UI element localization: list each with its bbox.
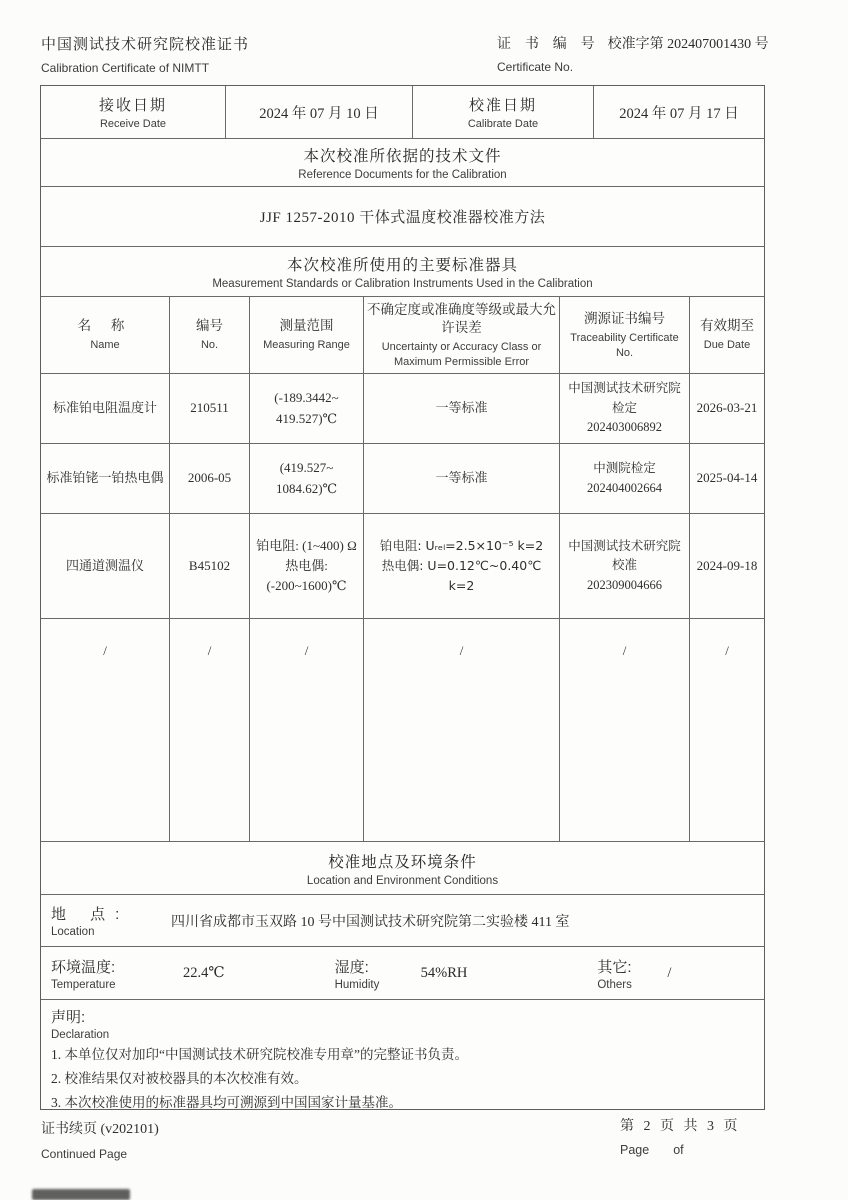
cell-traceability [559, 514, 689, 618]
temperature-label-block [41, 956, 169, 991]
cell-traceability [559, 444, 689, 513]
due-date: 2025-04-14 [696, 470, 758, 486]
cell-due [689, 374, 764, 443]
standards-row-2 [41, 443, 764, 513]
instrument-no: 2006-05 [187, 470, 232, 486]
trace-line: 202404002664 [587, 480, 662, 495]
declaration-section [41, 999, 764, 1109]
reference-title-en: Reference Documents for the Calibration [298, 169, 507, 181]
col-header-range-zh: 测量范围 [279, 318, 334, 334]
declaration-item-2: 2. 校准结果仅对被校器具的本次校准有效。 [51, 1070, 308, 1086]
location-title-en: Location and Environment Conditions [306, 874, 499, 887]
calibrate-date-value: 2024 年 07 月 17 日 [593, 86, 764, 138]
others-label-zh: 其它: [597, 958, 632, 976]
trace-line: 202403006892 [587, 420, 662, 435]
col-header-uncertainty [363, 297, 559, 373]
receive-date-label-en: Receive Date [99, 118, 167, 130]
location-value: 四川省成都市玉双路 10 号中国测试技术研究院第二实验楼 411 室 [171, 914, 570, 930]
range-line: (419.527~ [279, 460, 334, 476]
certificate-number-label-en: Certificate No. [497, 60, 574, 74]
location-label-en: Location [51, 926, 95, 938]
reference-section-title [41, 138, 764, 186]
declaration-item-3: 3. 本次校准使用的标准器具均可溯源到中国国家计量基准。 [51, 1094, 402, 1110]
instrument-name: 标准铂电阻温度计 [52, 400, 157, 416]
instrument-name: / [103, 643, 107, 658]
declaration-title-en: Declaration [51, 1029, 110, 1041]
others-value: / [667, 964, 672, 981]
environment-row [41, 946, 764, 999]
instrument-name: 四通道测温仪 [65, 557, 144, 573]
humidity-value: 54%RH [420, 964, 468, 981]
standards-section-title [41, 246, 764, 296]
range-line: 热电偶: (-200~1600)℃ [266, 557, 347, 594]
location-label-zh: 地 点: [51, 906, 130, 923]
calibrate-date-label-zh: 校准日期 [468, 97, 537, 114]
cell-no [169, 374, 249, 443]
location-label-block [41, 903, 163, 938]
cell-no [169, 514, 249, 618]
cell-range [249, 514, 363, 618]
others-label-en: Others [597, 978, 632, 991]
due-date: 2026-03-21 [696, 400, 758, 416]
location-section-title [41, 841, 764, 894]
instrument-name: 标准铂铑一铂热电偶 [46, 470, 164, 486]
temperature-group [41, 956, 225, 991]
footer-page-en [620, 1143, 741, 1157]
receive-date-value: 2024 年 07 月 10 日 [225, 86, 412, 138]
cell-traceability [559, 374, 689, 443]
temperature-value: 22.4℃ [183, 964, 225, 981]
instrument-no: 210511 [190, 400, 229, 416]
uncertainty-line: / [459, 643, 464, 658]
cell-name [41, 619, 169, 841]
calibrate-date-label-cell [412, 86, 593, 138]
cell-traceability [559, 619, 689, 841]
col-header-due-zh: 有效期至 [700, 318, 754, 334]
cell-due [689, 514, 764, 618]
trace-line: 中国测试技术研究院校准 [568, 538, 681, 573]
location-title-zh: 校准地点及环境条件 [328, 853, 477, 871]
certificate-number-label-zh: 证 书 编 号 [497, 35, 600, 51]
col-header-no-zh: 编号 [196, 318, 223, 334]
location-row [41, 894, 764, 946]
receive-date-label-zh: 接收日期 [98, 97, 167, 114]
others-label-block [587, 956, 653, 991]
footer-left-en: Continued Page [41, 1147, 128, 1161]
declaration-item-1: 1. 本单位仅对加印“中国测试技术研究院校准专用章”的完整证书负责。 [51, 1047, 468, 1062]
cell-name [41, 374, 169, 443]
certificate-body [40, 85, 765, 1110]
uncertainty-line: 一等标准 [435, 470, 488, 486]
footer-page-number [620, 1115, 741, 1157]
range-line: / [304, 643, 309, 658]
cell-due [689, 619, 764, 841]
range-line: (-189.3442~ [274, 390, 339, 406]
col-header-traceability-en: Traceability Certificate No. [570, 332, 679, 359]
standards-row-3 [41, 513, 764, 618]
range-line: 铂电阻: (1~400) Ω [256, 537, 357, 553]
trace-line: 中测院检定 [593, 461, 656, 476]
due-date: / [725, 643, 729, 658]
footer-continued-page [41, 1118, 159, 1161]
humidity-label-zh: 湿度: [334, 958, 369, 976]
cell-no [169, 619, 249, 841]
col-header-traceability-zh: 溯源证书编号 [584, 311, 665, 327]
cell-uncertainty [363, 514, 559, 618]
document-title-en: Calibration Certificate of NIMTT [41, 61, 210, 75]
certificate-number-value: 校准字第 202407001430 号 [607, 37, 769, 52]
col-header-uncertainty-en: Uncertainty or Accuracy Class or Maximum Permissible Error [381, 341, 542, 368]
cell-due [689, 444, 764, 513]
footer-left-zh: 证书续页 (v202101) [41, 1122, 159, 1137]
certificate-number-line [497, 33, 769, 53]
cell-uncertainty [363, 374, 559, 443]
cell-uncertainty [363, 444, 559, 513]
declaration-title-zh: 声明: [51, 1009, 86, 1026]
col-header-traceability [559, 297, 689, 373]
scan-artifact-smudge [32, 1189, 130, 1200]
standards-title-en: Measurement Standards or Calibration Instruments Used in the Calibration [212, 278, 593, 290]
cell-uncertainty [363, 619, 559, 841]
cell-range [249, 444, 363, 513]
humidity-label-block [325, 956, 407, 991]
range-line: 419.527)℃ [275, 410, 338, 426]
uncertainty-line: 铂电阻: Uᵣₑₗ=2.5×10⁻⁵ k=2 [379, 538, 544, 553]
uncertainty-line: 一等标准 [435, 400, 488, 416]
standards-title-zh: 本次校准所使用的主要标准器具 [286, 257, 518, 274]
standards-row-1 [41, 373, 764, 443]
cell-no [169, 444, 249, 513]
col-header-due-en: Due Date [703, 339, 751, 352]
col-header-due [689, 297, 764, 373]
footer-page-word: Page [620, 1143, 650, 1157]
reference-document: JJF 1257-2010 干体式温度校准器校准方法 [41, 186, 764, 246]
col-header-name-zh: 名 称 [77, 318, 133, 334]
col-header-no [169, 297, 249, 373]
trace-line: 202309004666 [587, 577, 662, 592]
dates-row [41, 86, 764, 138]
col-header-name-en: Name [90, 339, 120, 352]
uncertainty-line: 热电偶: U=0.12℃~0.40℃ [381, 558, 542, 573]
instrument-no: B45102 [188, 557, 231, 573]
trace-line: 中国测试技术研究院检定 [568, 381, 681, 415]
document-title-zh: 中国测试技术研究院校准证书 [41, 36, 250, 53]
receive-date-label-cell [41, 86, 225, 138]
temperature-label-en: Temperature [51, 978, 116, 991]
calibrate-date-label-en: Calibrate Date [467, 118, 539, 130]
standards-table-header [41, 296, 764, 373]
footer-of-word: of [673, 1143, 684, 1157]
footer-page-zh: 第 2 页 共 3 页 [620, 1119, 741, 1134]
col-header-range [249, 297, 363, 373]
humidity-group [325, 956, 468, 991]
cell-name [41, 444, 169, 513]
due-date: 2024-09-18 [696, 557, 758, 573]
col-header-name [41, 297, 169, 373]
col-header-no-en: No. [200, 339, 219, 352]
standards-row-4 [41, 618, 764, 841]
others-group [587, 956, 671, 991]
document-title-block [41, 33, 249, 75]
uncertainty-line: k=2 [448, 578, 475, 593]
humidity-label-en: Humidity [334, 978, 380, 991]
cell-range [249, 619, 363, 841]
instrument-no: / [207, 643, 212, 658]
certificate-number-block [497, 33, 769, 74]
reference-title-zh: 本次校准所依据的技术文件 [303, 148, 502, 165]
temperature-label-zh: 环境温度: [51, 958, 116, 976]
cell-name [41, 514, 169, 618]
col-header-range-en: Measuring Range [263, 339, 350, 352]
range-line: 1084.62)℃ [275, 480, 338, 496]
cell-range [249, 374, 363, 443]
col-header-uncertainty-zh: 不确定度或准确度等级或最大允许误差 [367, 301, 556, 336]
trace-line: / [622, 643, 627, 658]
